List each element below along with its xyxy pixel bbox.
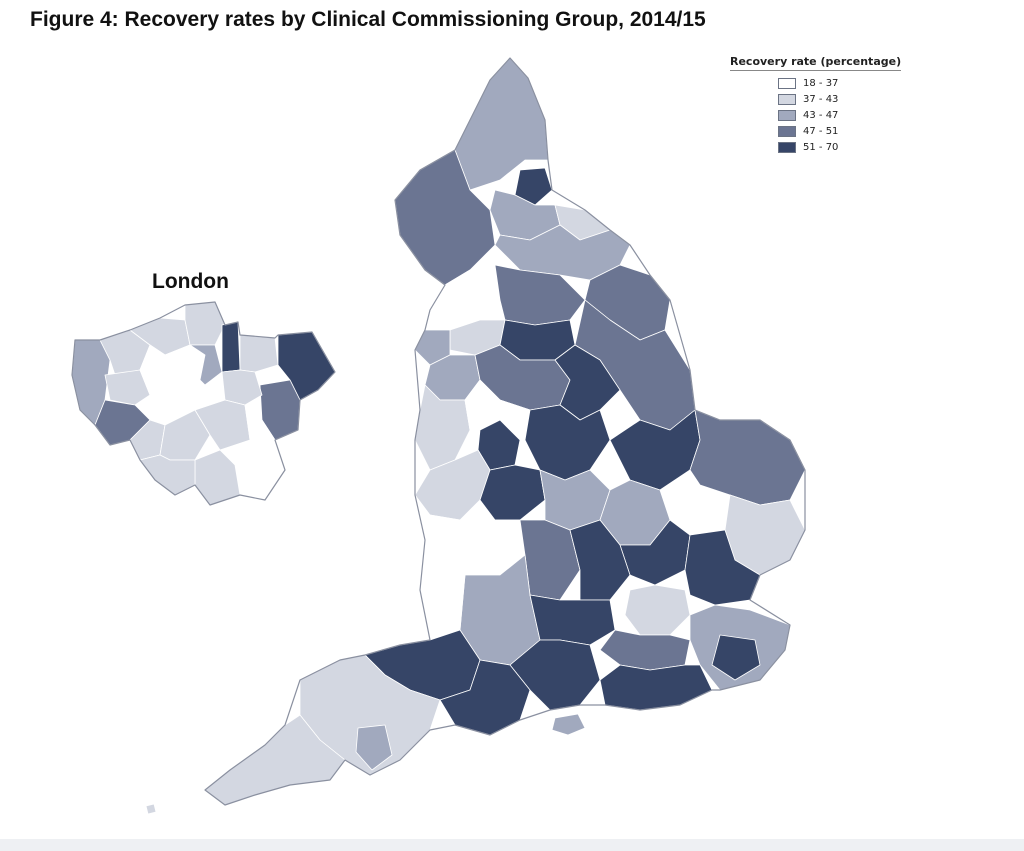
region-berkshire[interactable]	[530, 595, 615, 645]
page-bottom-strip	[0, 839, 1024, 851]
map-legend	[730, 55, 910, 155]
region-isle-of-wight[interactable]	[552, 714, 585, 735]
legend-item	[778, 123, 910, 139]
london-inset-label: London	[152, 270, 229, 293]
legend-swatch	[778, 142, 796, 153]
region-london[interactable]	[625, 585, 690, 635]
legend-item	[778, 139, 910, 155]
legend-swatch	[778, 94, 796, 105]
figure-title: Figure 4: Recovery rates by Clinical Commissioning Group, 2014/15	[30, 8, 706, 31]
legend-label: 37 - 43	[803, 93, 839, 105]
legend-swatch	[778, 110, 796, 121]
region-isles-of-scilly[interactable]	[146, 804, 156, 814]
london-borough-waltham-forest[interactable]	[222, 322, 240, 372]
region-sussex[interactable]	[600, 665, 712, 710]
legend-label: 43 - 47	[803, 109, 839, 121]
region-norfolk[interactable]	[690, 410, 805, 505]
legend-label: 18 - 37	[803, 77, 839, 89]
legend-swatch	[778, 126, 796, 137]
legend-swatch	[778, 78, 796, 89]
legend-label: 47 - 51	[803, 125, 839, 137]
london-borough-camden[interactable]	[140, 345, 205, 395]
london-borough-enfield[interactable]	[185, 302, 225, 345]
legend-title: Recovery rate (percentage)	[730, 55, 901, 71]
region-leicestershire[interactable]	[525, 405, 610, 480]
london-borough-redbridge[interactable]	[240, 335, 278, 372]
legend-label: 51 - 70	[803, 141, 839, 153]
legend-item	[778, 75, 910, 91]
region-surrey[interactable]	[600, 630, 690, 670]
legend-item	[778, 107, 910, 123]
region-worcestershire[interactable]	[480, 465, 545, 520]
london-borough-newham[interactable]	[222, 370, 262, 405]
legend-item	[778, 91, 910, 107]
london-inset-map	[72, 302, 335, 505]
